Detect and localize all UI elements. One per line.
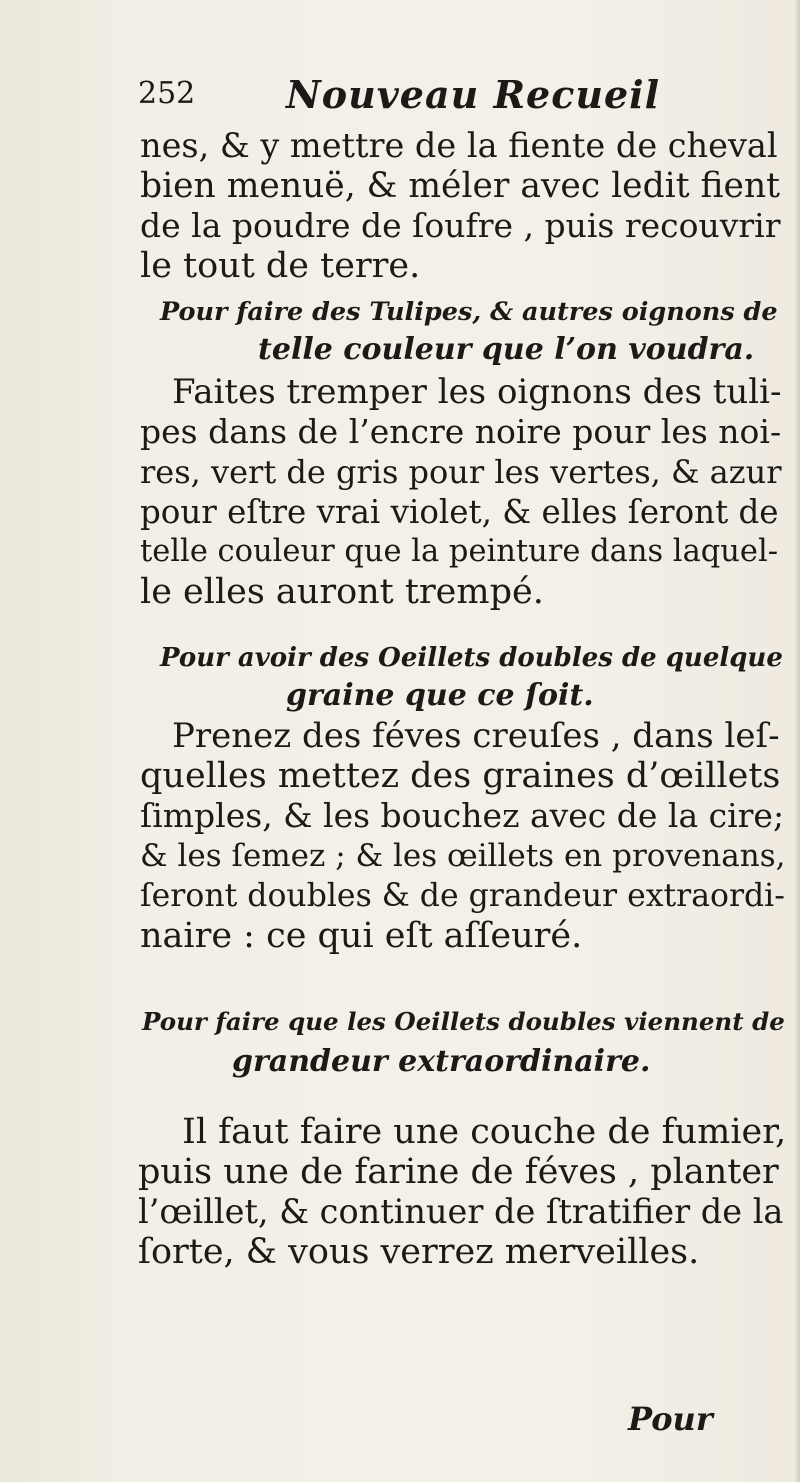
text-line: le elles auront trempé.	[140, 572, 544, 612]
running-head: Nouveau Recueil	[286, 72, 661, 117]
text-line: de la poudre de ſoufre , puis recouvrir	[140, 206, 781, 245]
text-line: ſimples, & les bouchez avec de la cire;	[140, 796, 785, 835]
text-line: Faites tremper les oignons des tuli-	[172, 372, 782, 412]
text-line: naire : ce qui eſt aſſeuré.	[140, 916, 583, 956]
text-line: telle couleur que la peinture dans laquel-	[140, 534, 779, 569]
text-line: Il faut faire une couche de fumier,	[182, 1112, 787, 1152]
page-edge-shadow	[794, 0, 800, 1482]
section-heading: Pour avoir des Oeillets doubles de quelque	[160, 643, 783, 673]
text-line: puis une de farine de féves , planter	[138, 1152, 779, 1192]
text-line: bien menuë, & méler avec ledit fient	[140, 166, 781, 206]
text-line: res, vert de gris pour les vertes, & azur	[140, 453, 782, 491]
page-number: 252	[138, 76, 196, 111]
section-heading: Pour faire que les Oeillets doubles viennent de	[142, 1007, 785, 1036]
section-heading: Pour faire des Tulipes, & autres oignons de	[160, 297, 778, 327]
page-header	[138, 72, 778, 122]
section-heading: graine que ce ſoit.	[286, 678, 594, 713]
text-line: nes, & y mettre de la fiente de cheval	[140, 126, 778, 165]
text-line: ſeront doubles & de grandeur extraordi-	[140, 878, 785, 914]
text-line: pour eſtre vrai violet, & elles ſeront de	[140, 493, 779, 531]
text-line: & les ſemez ; & les œillets en provenans,	[140, 838, 786, 874]
text-line: ſorte, & vous verrez merveilles.	[138, 1232, 700, 1272]
text-line: l’œillet, & continuer de ſtratifier de la	[138, 1192, 784, 1231]
text-line: quelles mettez des graines d’œillets	[140, 756, 781, 796]
text-line: pes dans de l’encre noire pour les noi-	[140, 412, 782, 451]
section-heading: telle couleur que l’on voudra.	[258, 332, 755, 367]
text-line: Prenez des féves creuſes , dans leſ-	[172, 716, 780, 756]
section-heading: grandeur extraordinaire.	[232, 1044, 651, 1079]
text-line: le tout de terre.	[140, 246, 421, 286]
catchword: Pour	[628, 1400, 713, 1438]
